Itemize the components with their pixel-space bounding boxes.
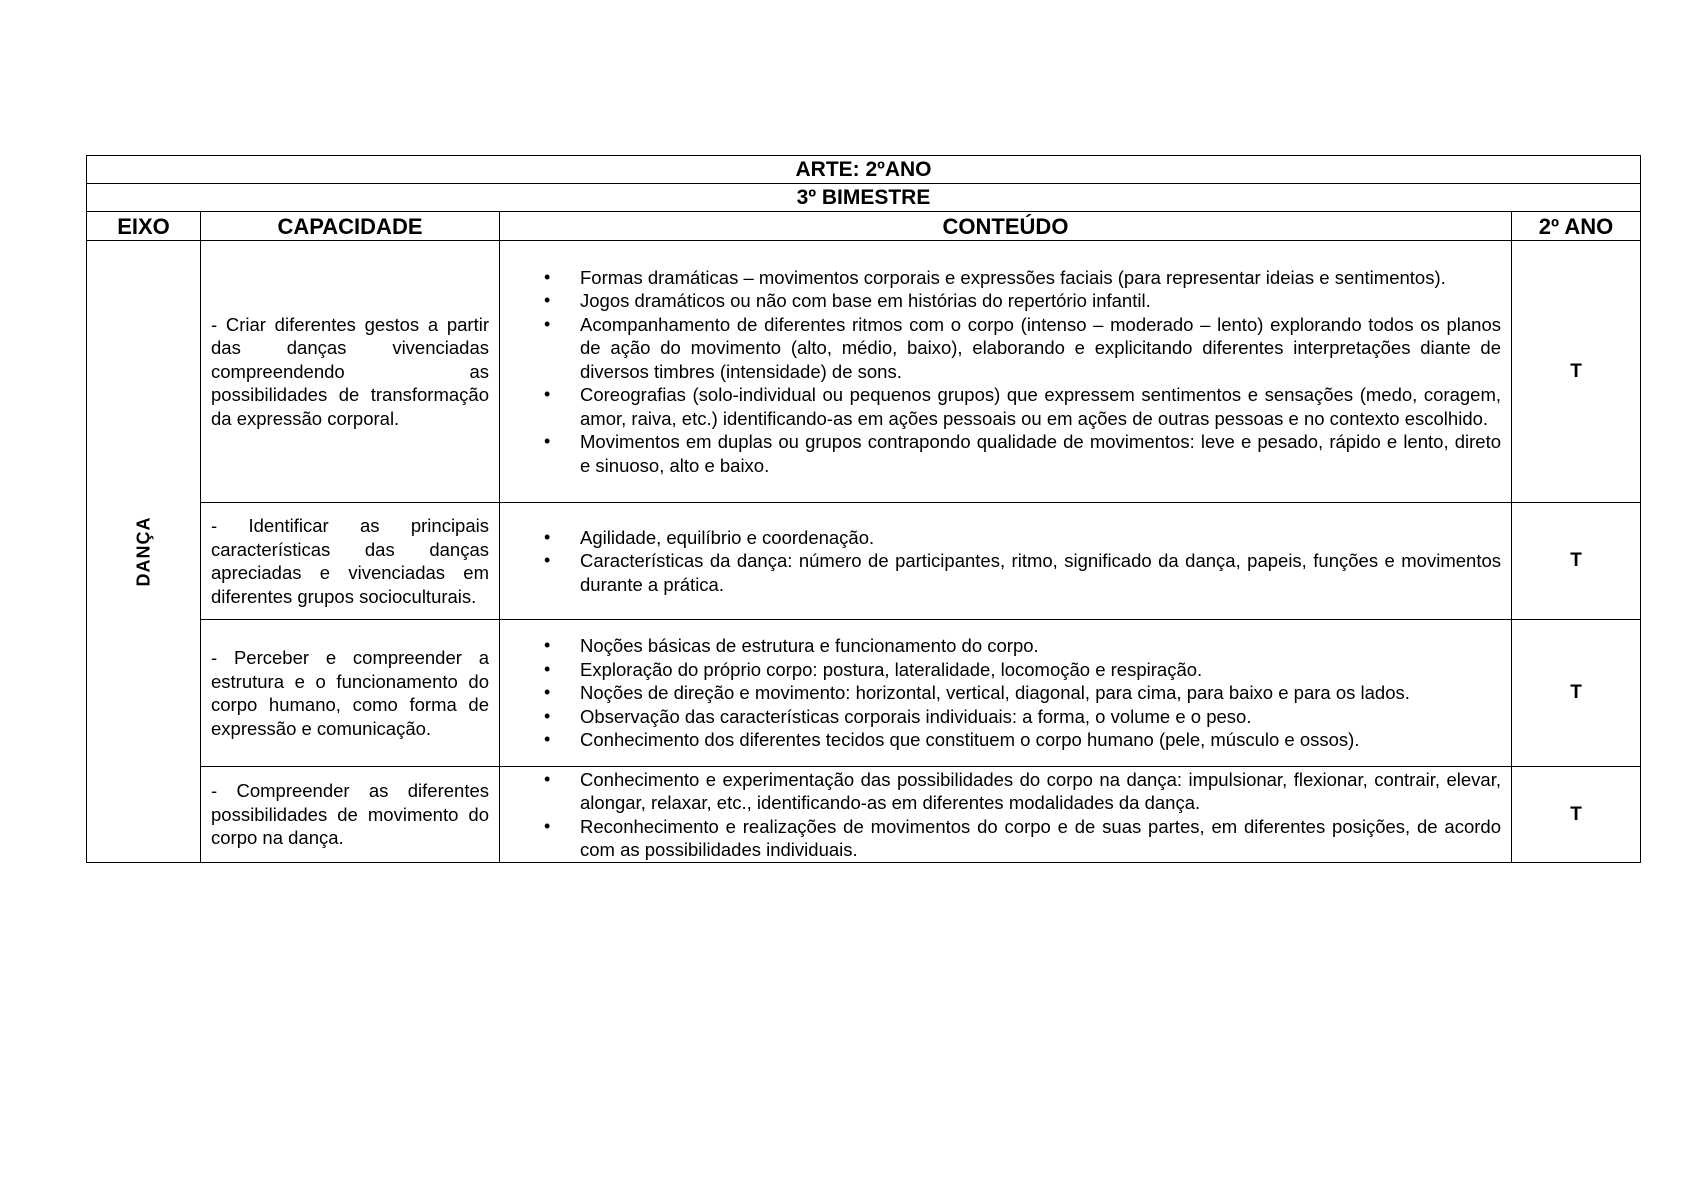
table-row	[87, 241, 1641, 503]
list-item: • Acompanhamento de diferentes ritmos com o corpo (intenso – moderado – lento) explorando todos os planos de ação do movimento (alto, médio, baixo), elaborando e explicitando diferentes interpretações diante de diversos timbres (intensidade) de sons.	[580, 313, 1501, 384]
list-item: • Coreografias (solo-individual ou pequenos grupos) que expressem sentimentos e sensações (medo, coragem, amor, raiva, etc.) identificando-as em ações pessoais ou em ações de outras pessoas e no contexto escolhido.	[580, 383, 1501, 430]
title-row	[87, 156, 1641, 184]
eixo-label: DANÇA	[133, 516, 153, 587]
list-item: • Reconhecimento e realizações de movimentos do corpo e de suas partes, em diferentes posições, de acordo com as possibilidades individuais.	[580, 815, 1501, 862]
document-title: ARTE: 2ºANO	[87, 156, 1641, 184]
header-capacidade: CAPACIDADE	[201, 212, 500, 241]
list-item: • Jogos dramáticos ou não com base em histórias do repertório infantil.	[580, 289, 1501, 313]
conteudo-cell	[500, 767, 1512, 863]
header-ano: 2º ANO	[1512, 212, 1641, 241]
list-item: • Conhecimento dos diferentes tecidos que constituem o corpo humano (pele, músculo e ossos).	[580, 728, 1501, 752]
conteudo-cell	[500, 503, 1512, 620]
list-item: • Noções básicas de estrutura e funcionamento do corpo.	[580, 634, 1501, 658]
conteudo-list	[510, 634, 1501, 752]
list-item: • Exploração do próprio corpo: postura, lateralidade, locomoção e respiração.	[580, 658, 1501, 682]
table-row	[87, 767, 1641, 863]
list-item: • Características da dança: número de participantes, ritmo, significado da dança, papeis, funções e movimentos durante a prática.	[580, 549, 1501, 596]
conteudo-list	[510, 266, 1501, 478]
capacidade-cell: - Identificar as principais características das danças apreciadas e vivenciadas em diferentes grupos socioculturais.	[201, 503, 500, 620]
list-item: • Formas dramáticas – movimentos corporais e expressões faciais (para representar ideias e sentimentos).	[580, 266, 1501, 290]
header-conteudo: CONTEÚDO	[500, 212, 1512, 241]
header-eixo: EIXO	[87, 212, 201, 241]
table-row	[87, 620, 1641, 767]
capacidade-cell: - Perceber e compreender a estrutura e o funcionamento do corpo humano, como forma de expressão e comunicação.	[201, 620, 500, 767]
list-item: • Observação das características corporais individuais: a forma, o volume e o peso.	[580, 705, 1501, 729]
subtitle-row	[87, 184, 1641, 212]
list-item: • Movimentos em duplas ou grupos contrapondo qualidade de movimentos: leve e pesado, rápido e lento, direto e sinuoso, alto e baixo.	[580, 430, 1501, 477]
conteudo-cell	[500, 620, 1512, 767]
conteudo-list	[510, 526, 1501, 597]
ano-cell: T	[1512, 620, 1641, 767]
capacidade-cell: - Compreender as diferentes possibilidades de movimento do corpo na dança.	[201, 767, 500, 863]
capacidade-cell: - Criar diferentes gestos a partir das danças vivenciadas compreendendo as possibilidades de transformação da expressão corporal.	[201, 241, 500, 503]
list-item: • Agilidade, equilíbrio e coordenação.	[580, 526, 1501, 550]
ano-cell: T	[1512, 241, 1641, 503]
ano-cell: T	[1512, 503, 1641, 620]
ano-cell: T	[1512, 767, 1641, 863]
header-row	[87, 212, 1641, 241]
list-item: • Conhecimento e experimentação das possibilidades do corpo na dança: impulsionar, flexionar, contrair, elevar, alongar, relaxar, etc., identificando-as em diferentes modalidades da dança.	[580, 768, 1501, 815]
eixo-cell	[87, 241, 201, 863]
table-row	[87, 503, 1641, 620]
document-subtitle: 3º BIMESTRE	[87, 184, 1641, 212]
conteudo-list	[510, 768, 1501, 862]
conteudo-cell	[500, 241, 1512, 503]
list-item: • Noções de direção e movimento: horizontal, vertical, diagonal, para cima, para baixo e para os lados.	[580, 681, 1501, 705]
curriculum-table	[86, 155, 1641, 863]
